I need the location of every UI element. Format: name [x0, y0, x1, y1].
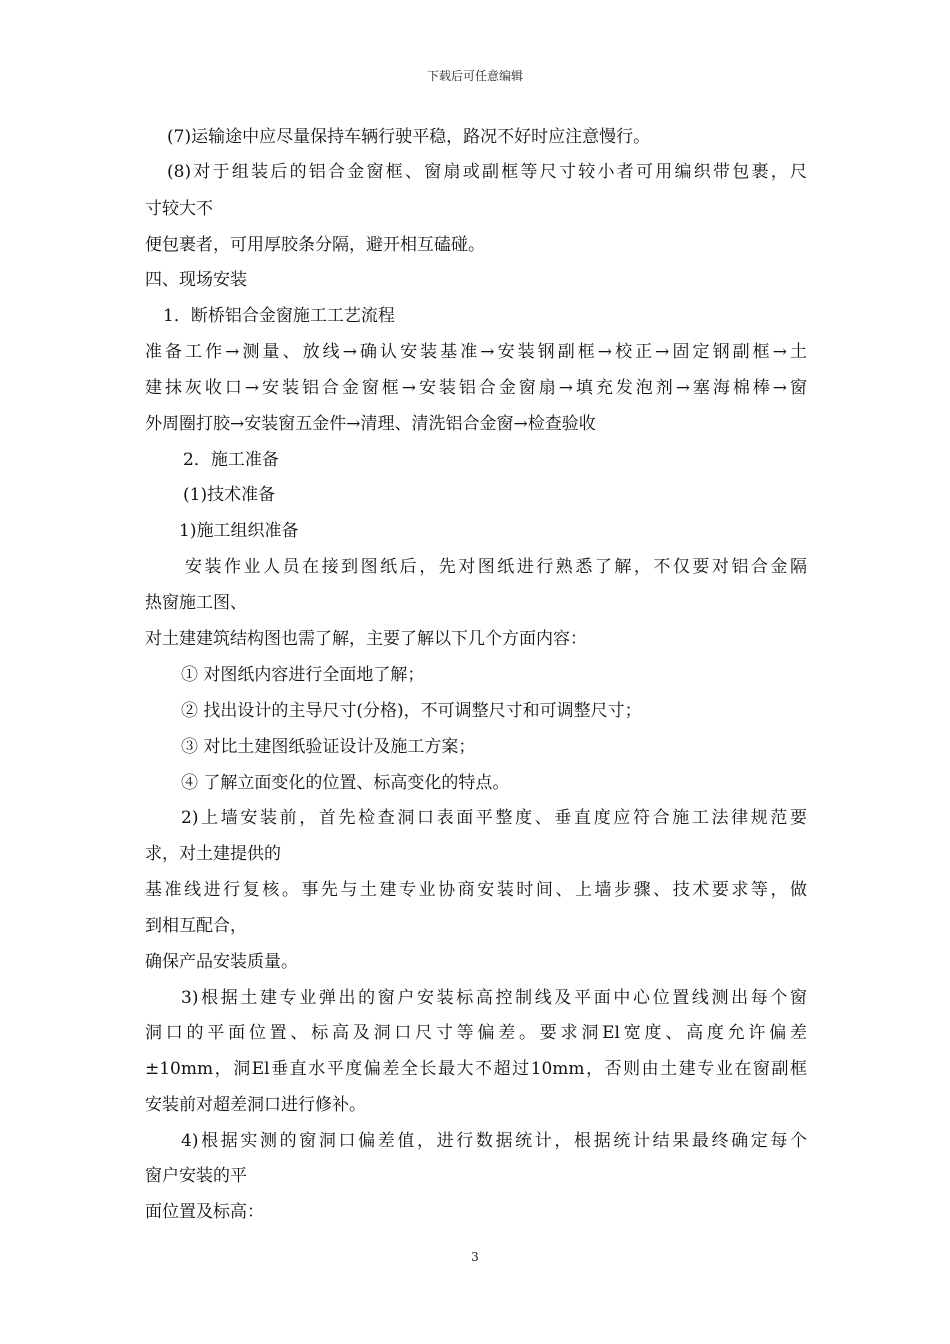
paragraph-line: 寸较大不 [145, 199, 213, 219]
paragraph-line: 基准线进行复核。事先与土建专业协商安装时间、上墙步骤、技术要求等，做 [145, 880, 807, 900]
paragraph-line: 确保产品安装质量。 [145, 952, 298, 972]
page-header: 下载后可任意编辑 [426, 69, 523, 83]
paragraph-line: 便包裹者，可用厚胶条分隔，避开相互磕碰。 [145, 235, 485, 255]
paragraph-line: 外周圈打胶→安装窗五金件→清理、清洗铝合金窗→检查验收 [145, 414, 596, 434]
list-item: ③ 对比土建图纸验证设计及施工方案； [181, 737, 476, 757]
paragraph-line: (8)对于组装后的铝合金窗框、窗扇或副框等尺寸较小者可用编织带包裹，尺 [167, 162, 807, 182]
paragraph-line: (7)运输途中应尽量保持车辆行驶平稳，路况不好时应注意慢行。 [167, 127, 651, 147]
list-item: ② 找出设计的主导尺寸(分格)，不可调整尺寸和可调整尺寸； [181, 701, 642, 721]
paragraph-line: 面位置及标高： [145, 1202, 264, 1222]
paragraph-line: 窗户安装的平 [145, 1166, 247, 1186]
subsection-heading: (1)技术准备 [183, 485, 276, 505]
paragraph-line: 安装前对超差洞口进行修补。 [145, 1095, 366, 1115]
list-item: ④ 了解立面变化的位置、标高变化的特点。 [181, 773, 510, 793]
paragraph-line: 4)根据实测的窗洞口偏差值，进行数据统计，根据统计结果最终确定每个 [181, 1131, 807, 1151]
subsection-heading: 2．施工准备 [183, 450, 279, 470]
list-item: ① 对图纸内容进行全面地了解； [181, 665, 425, 685]
section-heading: 四、现场安装 [145, 270, 247, 290]
paragraph-line: 安装作业人员在接到图纸后，先对图纸进行熟悉了解，不仅要对铝合金隔 [185, 557, 807, 577]
page-number: 3 [471, 1250, 479, 1264]
paragraph-line: 对土建建筑结构图也需了解，主要了解以下几个方面内容： [145, 629, 587, 649]
paragraph-line: 热窗施工图、 [145, 593, 247, 613]
paragraph-line: 求，对土建提供的 [145, 844, 281, 864]
paragraph-line: 2)上墙安装前，首先检查洞口表面平整度、垂直度应符合施工法律规范要 [181, 808, 807, 828]
paragraph-line: ±10mm，洞El垂直水平度偏差全长最大不超过10mm，否则由土建专业在窗副框 [145, 1059, 807, 1079]
paragraph-line: 3)根据土建专业弹出的窗户安装标高控制线及平面中心位置线测出每个窗 [181, 988, 807, 1008]
paragraph-line: 洞口的平面位置、标高及洞口尺寸等偏差。要求洞El宽度、高度允许偏差 [145, 1023, 807, 1043]
paragraph-line: 到相互配合， [145, 916, 247, 936]
paragraph-line: 建抹灰收口→安装铝合金窗框→安装铝合金窗扇→填充发泡剂→塞海棉棒→窗 [145, 378, 807, 398]
paragraph-line: 准备工作→测量、放线→确认安装基准→安装钢副框→校正→固定钢副框→土 [145, 342, 807, 362]
subsection-heading: 1．断桥铝合金窗施工工艺流程 [163, 306, 395, 326]
subsection-heading: 1)施工组织准备 [179, 521, 299, 541]
